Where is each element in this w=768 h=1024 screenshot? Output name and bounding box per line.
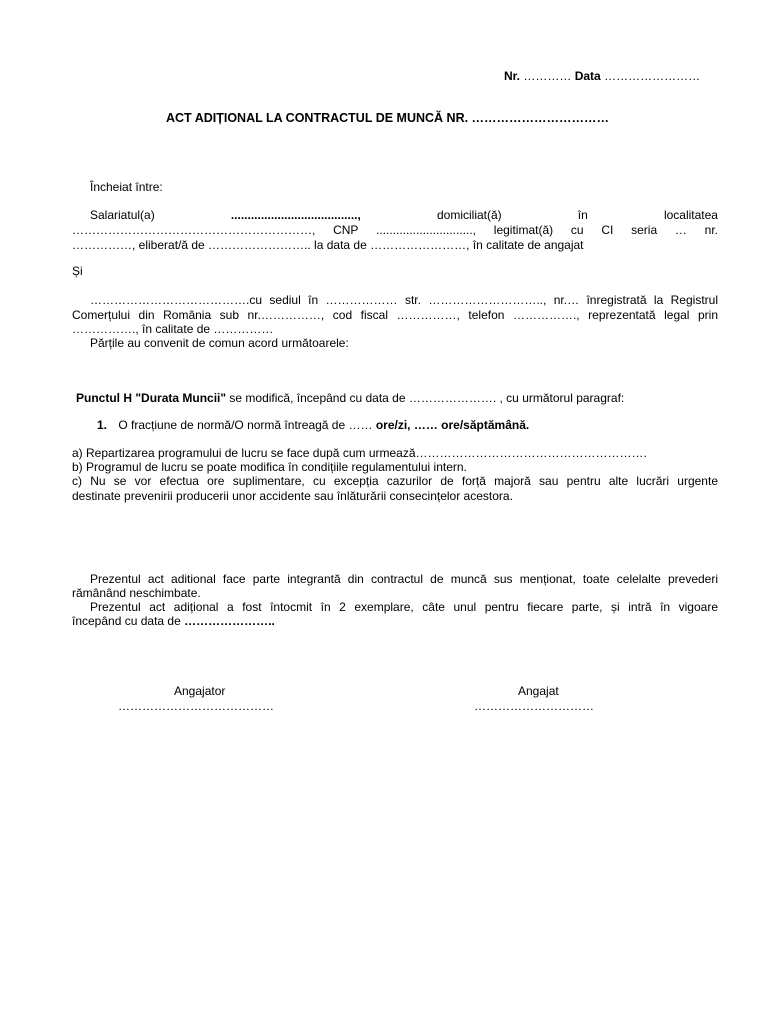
domiciliat-label: domiciliat(ă) [436, 208, 502, 222]
employee-label: Salariatul(a) [90, 208, 155, 222]
point-b: b) Programul de lucru se poate modifica în condițiile regulamentului intern. [72, 460, 467, 474]
in-label: în [577, 208, 588, 222]
document-title: ACT ADIȚIONAL LA CONTRACTUL DE MUNCĂ NR. …………………………… [166, 111, 610, 125]
nr-label: Nr. [504, 69, 521, 83]
start-date-dots: ………………….. [184, 614, 275, 628]
employee-line-1 [72, 208, 718, 223]
employer-line-2: Comerțului din România sub nr.……………, cod fiscal ……………, telefon ……………., reprezentată legal prin [72, 308, 718, 322]
start-date-label: începând cu data de [72, 614, 181, 628]
employee-name-dots: ......................................, [230, 208, 361, 222]
employer-line-3: ……………., în calitate de …………… [72, 322, 274, 336]
item-1-text: O fracțiune de normă/O normă întreagă de …… [118, 418, 373, 432]
data-label: Data [574, 69, 601, 83]
closing-p1-line-2: rămânând neschimbate. [72, 586, 201, 600]
point-c-line-1: c) Nu se vor efectua ore suplimentare, cu excepția cazurilor de forță majoră sau pentru alte lucrări urgente [72, 474, 718, 488]
employee-signature-line: ………………………… [474, 699, 594, 713]
employer-signature-line: ………………………………… [118, 699, 274, 713]
item-1-number: 1. [97, 418, 108, 432]
employee-line-3: ……………, eliberat/ă de …………………….. la data de ……………………, în calitate de angajat [72, 238, 584, 252]
closing-p1-line-1: Prezentul act aditional face parte integrantă din contractul de muncă sus menționat, toate celelalte prevederi [90, 572, 718, 586]
document-number-date [504, 69, 700, 84]
item-1-hours: ore/zi, …… ore/săptămână. [372, 418, 530, 432]
point-c-line-2: destinate prevenirii producerii unor accidente sau înlăturării consecințelor acestora. [72, 489, 513, 503]
clause-text [76, 391, 624, 406]
clause-bold: Punctul H "Durata Muncii" [76, 391, 227, 405]
closing-p2-line-1: Prezentul act adițional a fost întocmit în 2 exemplare, câte unul pentru fiecare parte, și intră în vigoare [90, 600, 718, 614]
employee-line-2: ……………………………………………………, CNP ............................., legitimat(ă) cu CI seria … nr. [72, 223, 718, 237]
employee-signature-label: Angajat [518, 684, 559, 698]
localitatea-label: localitatea [663, 208, 718, 222]
clause-rest: se modifică, începând cu data de …………………. , cu următorul paragraf: [226, 391, 625, 405]
intro-text: Încheiat între: [90, 180, 163, 194]
agreed-text: Părțile au convenit de comun acord următoarele: [90, 336, 349, 350]
point-a: a) Repartizarea programului de lucru se face după cum urmează…………………………………………………. [72, 446, 647, 460]
si-text: Și [72, 264, 83, 278]
item-1 [97, 418, 529, 433]
data-dots: …………………… [604, 69, 701, 83]
employer-line-1: ………………………………….cu sediul în ……………… str. ……………………….., nr.… înregistrată la Registrul [90, 293, 718, 307]
closing-p2-line-2 [72, 614, 718, 629]
employer-signature-label: Angajator [174, 684, 226, 698]
nr-dots: ………… [523, 69, 572, 83]
